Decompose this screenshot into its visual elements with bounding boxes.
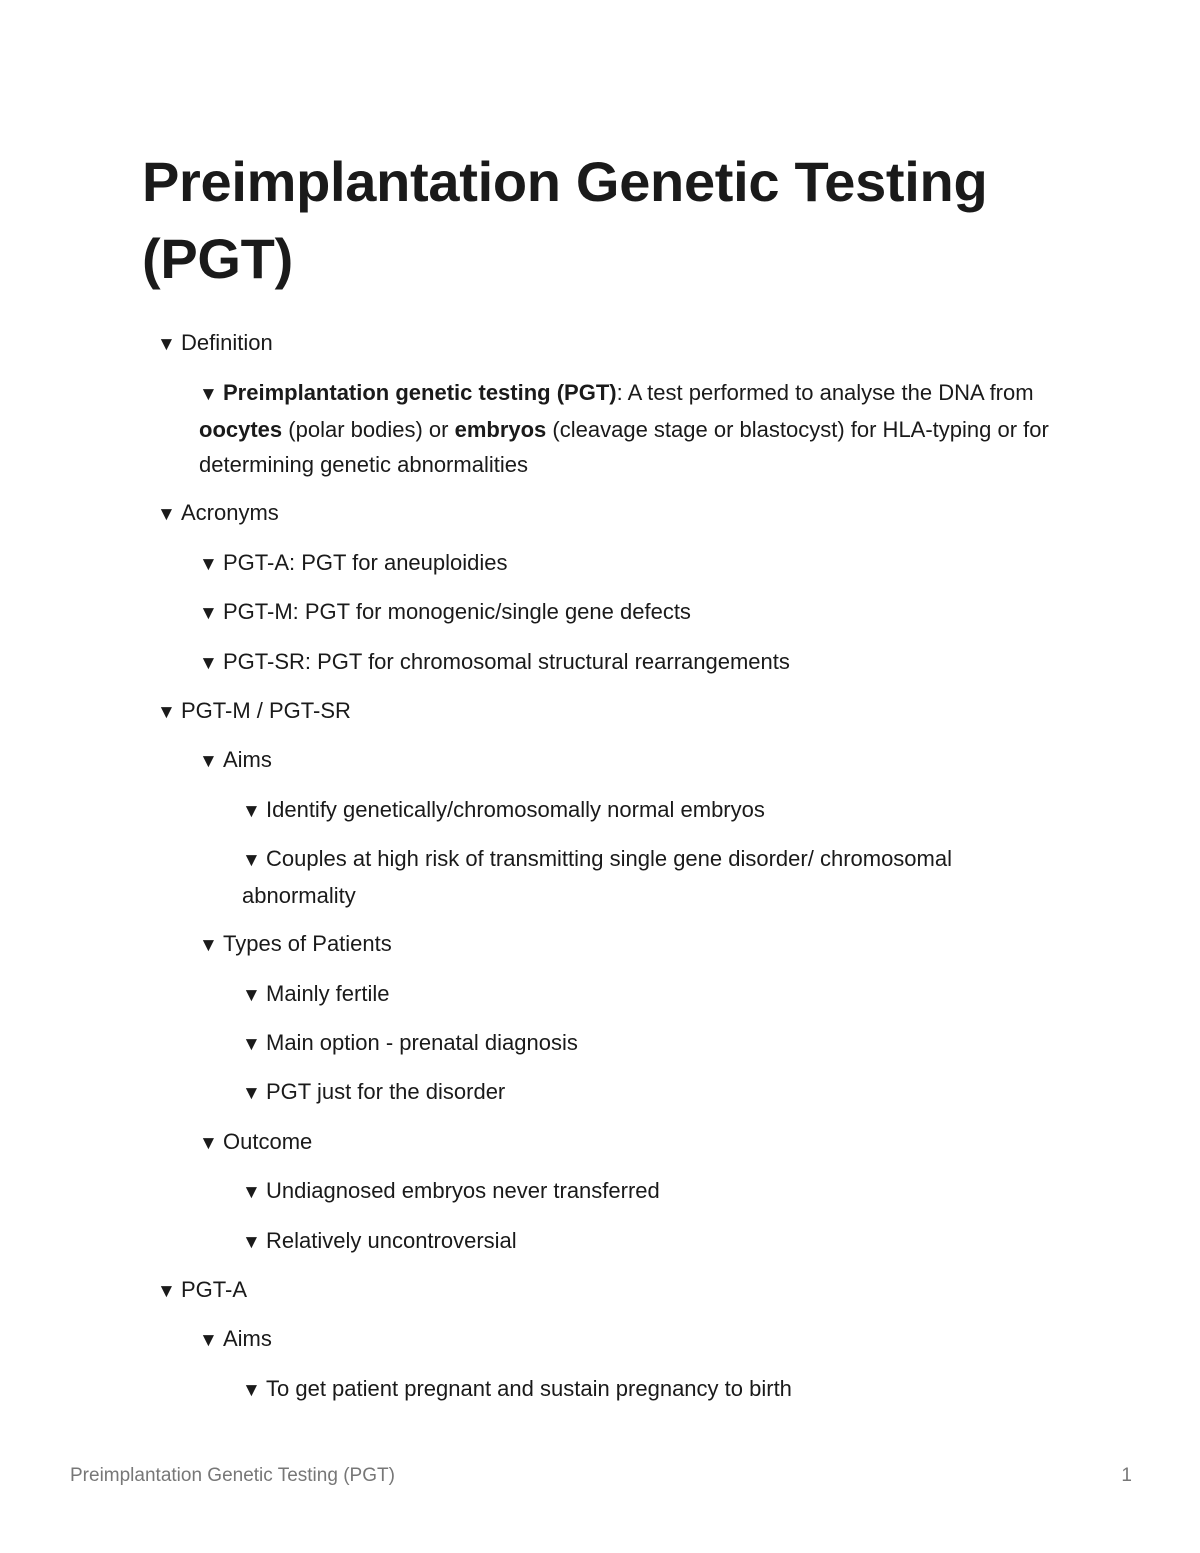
toggle-label: Relatively uncontroversial [266, 1228, 517, 1253]
toggle-label: Mainly fertile [266, 981, 390, 1006]
toggle-triangle-icon[interactable]: ▼ [242, 985, 261, 1006]
toggle-label: PGT-SR: PGT for chromosomal structural rearrangements [223, 649, 790, 674]
toggle-outcome[interactable] [199, 1124, 1049, 1161]
definition-text: (polar bodies) or [282, 417, 455, 442]
toggle-types-of-patients[interactable] [199, 926, 1049, 963]
toggle-triangle-icon[interactable]: ▼ [157, 334, 176, 355]
toggle-acronym-item[interactable] [199, 594, 1049, 631]
toggle-triangle-icon[interactable]: ▼ [157, 504, 176, 525]
definition-text: : A test performed to analyse the DNA from [616, 380, 1034, 405]
toggle-label: Outcome [223, 1129, 313, 1154]
toggle-triangle-icon[interactable]: ▼ [199, 751, 218, 772]
toggle-acronym-item[interactable] [199, 644, 1049, 681]
toggle-label: Undiagnosed embryos never transferred [266, 1178, 660, 1203]
footer-title: Preimplantation Genetic Testing (PGT) [70, 1465, 395, 1486]
toggle-definition-text[interactable] [199, 375, 1049, 482]
toggle-label: Acronyms [181, 500, 279, 525]
toggle-triangle-icon[interactable]: ▼ [199, 935, 218, 956]
toggle-pgtm-sr[interactable] [157, 693, 1037, 730]
toggle-label: Identify genetically/chromosomally normal embryos [266, 797, 765, 822]
toggle-label: PGT just for the disorder [266, 1079, 506, 1104]
toggle-label: PGT-M: PGT for monogenic/single gene defects [223, 599, 691, 624]
toggle-aim-item[interactable] [242, 1371, 1022, 1408]
toggle-triangle-icon[interactable]: ▼ [242, 1182, 261, 1203]
toggle-label: Aims [223, 1326, 272, 1351]
toggle-label: PGT-M / PGT-SR [181, 698, 351, 723]
toggle-definition[interactable] [157, 325, 1037, 362]
toggle-pgta-aims[interactable] [199, 1321, 1049, 1358]
toggle-outcome-item[interactable] [242, 1173, 1022, 1210]
toggle-patient-item[interactable] [242, 1074, 1022, 1111]
toggle-aim-item[interactable] [242, 841, 1022, 913]
toggle-triangle-icon[interactable]: ▼ [199, 384, 218, 405]
toggle-triangle-icon[interactable]: ▼ [242, 801, 261, 822]
toggle-triangle-icon[interactable]: ▼ [242, 1232, 261, 1253]
toggle-triangle-icon[interactable]: ▼ [199, 653, 218, 674]
definition-text: (cleavage stage or blastocyst) for HLA-typing or for determining genetic abnormalities [199, 417, 1049, 477]
toggle-triangle-icon[interactable]: ▼ [157, 1281, 176, 1302]
toggle-pgta[interactable] [157, 1272, 1037, 1309]
toggle-triangle-icon[interactable]: ▼ [242, 850, 261, 871]
toggle-aim-item[interactable] [242, 792, 1022, 829]
page-title: Preimplantation Genetic Testing (PGT) [142, 150, 988, 290]
toggle-label: PGT-A [181, 1277, 248, 1302]
definition-embryos: embryos [454, 417, 547, 442]
toggle-triangle-icon[interactable]: ▼ [242, 1380, 261, 1401]
footer-page-number: 1 [1121, 1465, 1132, 1486]
toggle-triangle-icon[interactable]: ▼ [199, 1330, 218, 1351]
toggle-outcome-item[interactable] [242, 1223, 1022, 1260]
toggle-label: To get patient pregnant and sustain pregnancy to birth [266, 1376, 792, 1401]
toggle-acronym-item[interactable] [199, 545, 1049, 582]
toggle-triangle-icon[interactable]: ▼ [242, 1034, 261, 1055]
toggle-label: PGT-A: PGT for aneuploidies [223, 550, 508, 575]
toggle-acronyms[interactable] [157, 495, 1037, 532]
toggle-patient-item[interactable] [242, 976, 1022, 1013]
toggle-triangle-icon[interactable]: ▼ [199, 1133, 218, 1154]
definition-oocytes: oocytes [199, 417, 283, 442]
toggle-patient-item[interactable] [242, 1025, 1022, 1062]
toggle-label: Aims [223, 747, 272, 772]
toggle-label: Definition [181, 330, 273, 355]
toggle-triangle-icon[interactable]: ▼ [199, 554, 218, 575]
toggle-label: Couples at high risk of transmitting single gene disorder/ chromosomal abnormality [242, 846, 952, 908]
toggle-label: Main option - prenatal diagnosis [266, 1030, 578, 1055]
toggle-label: Types of Patients [223, 931, 392, 956]
definition-term: Preimplantation genetic testing (PGT) [223, 380, 617, 405]
toggle-pgtm-sr-aims[interactable] [199, 742, 1049, 779]
toggle-triangle-icon[interactable]: ▼ [242, 1083, 261, 1104]
toggle-triangle-icon[interactable]: ▼ [157, 702, 176, 723]
toggle-triangle-icon[interactable]: ▼ [199, 603, 218, 624]
